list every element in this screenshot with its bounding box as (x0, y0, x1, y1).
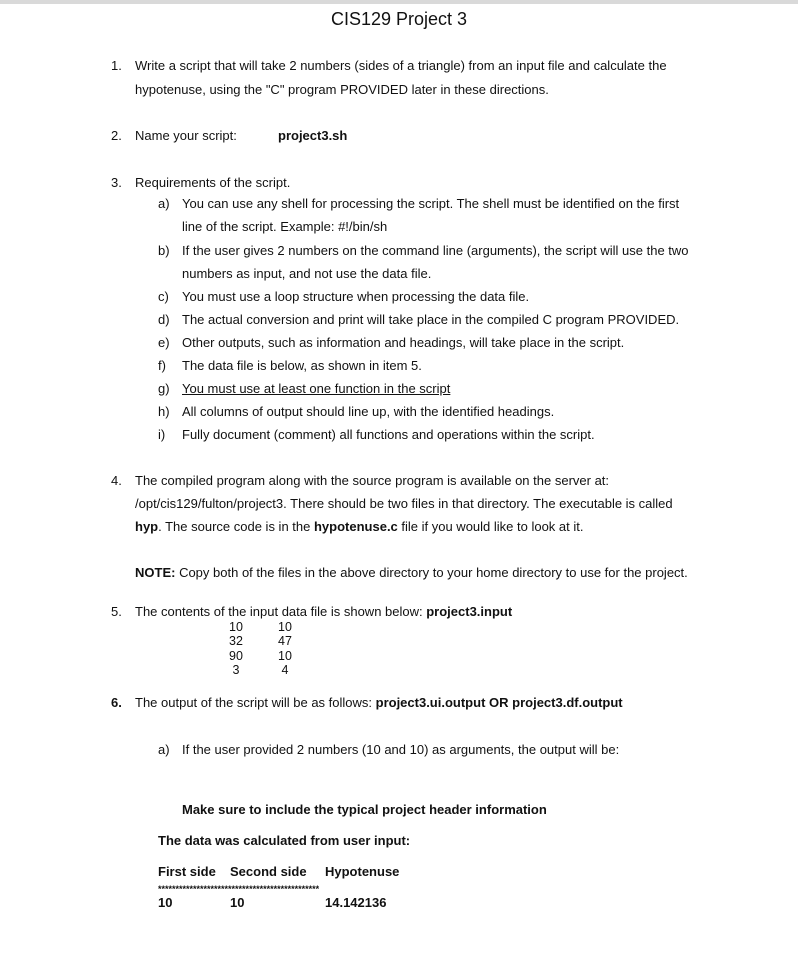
top-border (0, 0, 798, 4)
item-6-number: 6. (111, 695, 122, 710)
sub-f-line: The data file is below, as shown in item 5. (182, 358, 422, 373)
executable-name: hyp (135, 519, 159, 534)
sub-e-letter: e) (158, 335, 170, 350)
item-5-text: The contents of the input data file is shown below: (135, 604, 427, 619)
item-4-line-3-end: file if you would like to look at it. (397, 519, 584, 534)
data-cell: 3 (232, 663, 240, 677)
output-or: OR (485, 695, 513, 710)
data-cell: 32 (229, 634, 243, 648)
item-5-line (135, 604, 512, 620)
sub-a-letter: a) (158, 196, 170, 211)
note (135, 565, 688, 581)
source-line: The data was calculated from user input: (158, 833, 411, 848)
item-2-label: Name your script: (135, 128, 237, 143)
item-6-sub-text: If the user provided 2 numbers (10 and 10) as arguments, the output will be: (182, 742, 620, 757)
sub-a-line-1: You can use any shell for processing the script. The shell must be identified on the first (182, 196, 680, 211)
column-heading-hypotenuse: Hypotenuse (325, 864, 400, 879)
page-title: CIS129 Project 3 (330, 9, 468, 29)
sub-g-letter: g) (158, 381, 170, 396)
item-4-line-3-mid: . The source code is in the (158, 519, 314, 534)
sub-i-letter: i) (158, 427, 166, 442)
sub-i-line: Fully document (comment) all functions and operations within the script. (182, 427, 595, 442)
item-2-number: 2. (111, 128, 122, 143)
column-heading-first-side: First side (158, 864, 216, 879)
sub-d-letter: d) (158, 312, 170, 327)
item-6-sub-letter: a) (158, 742, 170, 757)
output-value-hypotenuse: 14.142136 (325, 895, 387, 910)
sub-h-letter: h) (158, 404, 170, 419)
item-3-heading: Requirements of the script. (135, 175, 291, 190)
source-file-name: hypotenuse.c (313, 519, 398, 534)
item-1-line-1: Write a script that will take 2 numbers (sides of a triangle) from an input file and calculate the (135, 58, 667, 73)
item-4-line-1: The compiled program along with the source program is available on the server at: (135, 473, 610, 488)
output-value-second-side: 10 (230, 895, 245, 910)
sub-a-line-2: line of the script. Example: #!/bin/sh (182, 219, 388, 234)
data-cell: 90 (229, 649, 243, 663)
note-label: NOTE: (135, 565, 176, 580)
data-cell: 47 (278, 634, 292, 648)
sub-h-line: All columns of output should line up, with the identified headings. (182, 404, 555, 419)
sub-g-line: You must use at least one function in the script (182, 381, 451, 396)
item-4-number: 4. (111, 473, 122, 488)
sub-d-line: The actual conversion and print will take place in the compiled C program PROVIDED. (182, 312, 680, 327)
column-heading-second-side: Second side (230, 864, 307, 879)
note-text: Copy both of the files in the above directory to your home directory to use for the project. (175, 565, 688, 580)
item-1-line-2: hypotenuse, using the "C" program PROVIDED later in these directions. (135, 82, 549, 97)
data-cell: 10 (278, 649, 292, 663)
item-3-number: 3. (111, 175, 122, 190)
separator-stars: ********************************************** (158, 884, 320, 894)
input-file-name: project3.input (426, 604, 513, 619)
output-file-ui: project3.ui.output (375, 695, 486, 710)
item-1-number: 1. (111, 58, 122, 73)
sub-e-line: Other outputs, such as information and headings, will take place in the script. (182, 335, 625, 350)
header-note: Make sure to include the typical project header information (182, 802, 547, 817)
item-4-line-2: /opt/cis129/fulton/project3. There should be two files in that directory. The executable is called (135, 496, 673, 511)
item-6-line (135, 695, 623, 711)
item-4-line-3 (135, 519, 583, 535)
output-value-first-side: 10 (158, 895, 173, 910)
sub-c-letter: c) (158, 289, 169, 304)
sub-c-line: You must use a loop structure when processing the data file. (182, 289, 530, 304)
data-cell: 4 (281, 663, 289, 677)
item-6-text: The output of the script will be as follows: (135, 695, 376, 710)
sub-b-line-1: If the user gives 2 numbers on the command line (arguments), the script will use the two (182, 243, 689, 258)
sub-b-letter: b) (158, 243, 170, 258)
sub-f-letter: f) (158, 358, 166, 373)
sub-b-line-2: numbers as input, and not use the data file. (182, 266, 432, 281)
script-name: project3.sh (278, 128, 348, 143)
item-5-number: 5. (111, 604, 122, 619)
output-file-df: project3.df.output (512, 695, 623, 710)
data-cell: 10 (278, 620, 292, 634)
data-cell: 10 (229, 620, 243, 634)
